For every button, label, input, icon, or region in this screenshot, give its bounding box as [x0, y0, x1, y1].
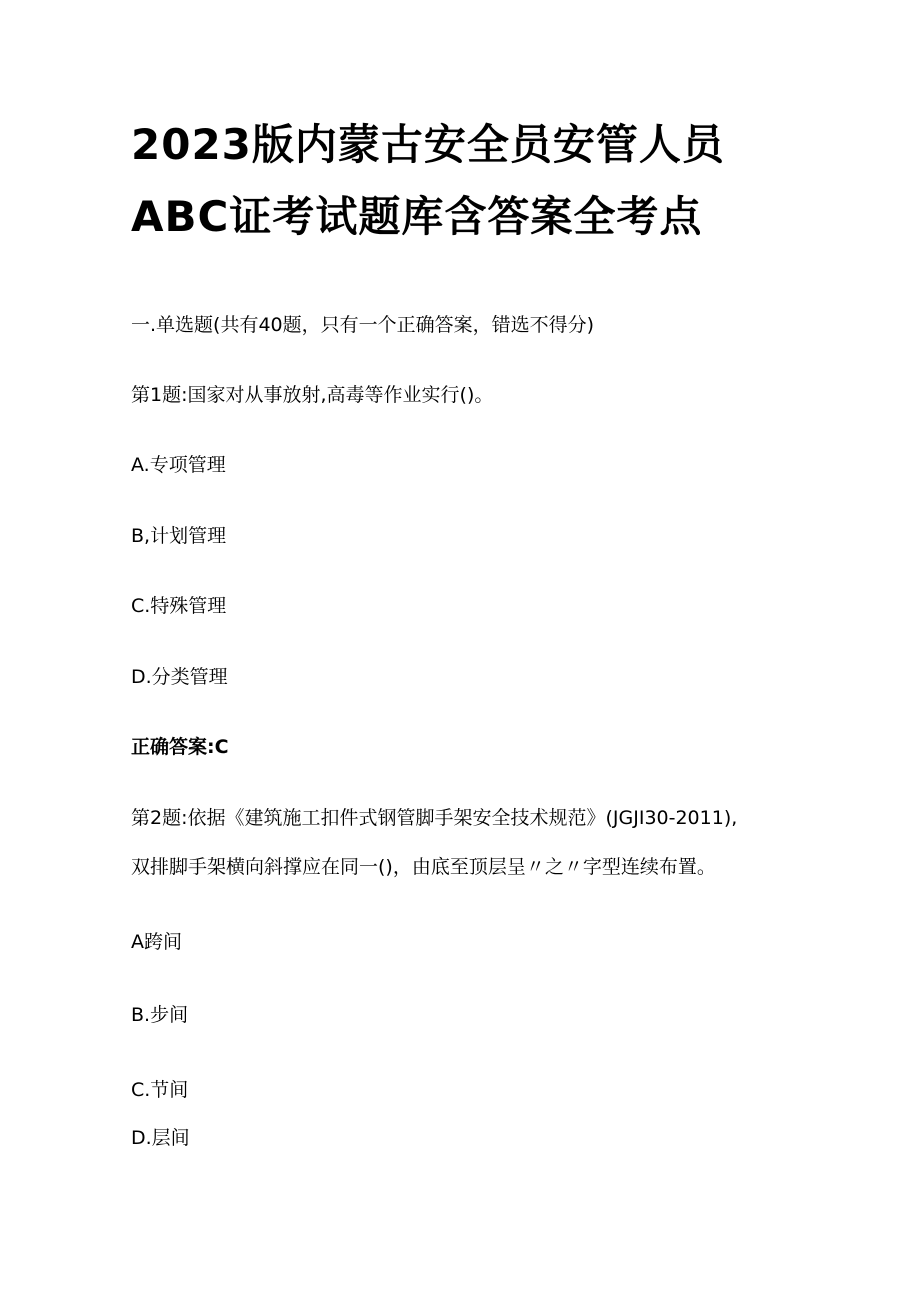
question-2-option-b: B.步间 — [131, 1004, 189, 1026]
question-1-option-d: D.分类管理 — [131, 666, 228, 688]
question-1-option-b: B,计划管理 — [131, 525, 227, 547]
question-2-stem-line-2: 双排脚手架横向斜撑应在同一()，由底至顶层呈〃之〃字型连续布置。 — [131, 856, 716, 878]
document-title-line-1: 2023版内蒙古安全员安管人员 — [131, 120, 725, 169]
document-title-line-2: ABC证考试题库含答案全考点 — [131, 192, 703, 241]
question-2-stem-line-1: 第2题:依据《建筑施工扣件式钢管脚手架安全技术规范》(JGJI30-2011), — [131, 807, 738, 829]
section-heading: 一.单选题(共有40题，只有一个正确答案，错选不得分) — [131, 314, 595, 336]
question-1-option-a: A.专项管理 — [131, 454, 226, 476]
question-2-option-c: C.节间 — [131, 1079, 189, 1101]
question-1-stem: 第1题:国家对从事放射,高毒等作业实行()。 — [131, 384, 494, 406]
question-2-option-d: D.层间 — [131, 1127, 190, 1149]
question-1-answer: 正确答案:C — [131, 736, 229, 758]
question-1-option-c: C.特殊管理 — [131, 595, 227, 617]
question-2-option-a: A跨间 — [131, 931, 182, 953]
